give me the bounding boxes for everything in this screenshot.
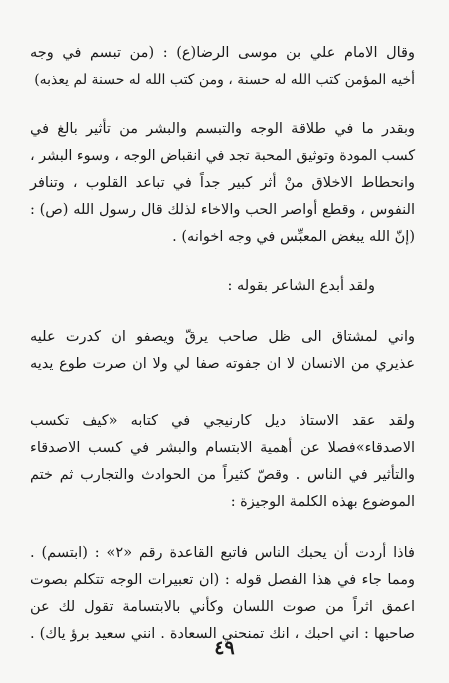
text-line: كسب المودة وتوثيق المحبة تجد في انقباض الوجه ، وسوء البشر ، [30,148,415,164]
text-line: وانحطاط الاخلاق منْ أثر كبير جداً في تباعد القلوب ، وتنافر [30,175,415,191]
page-number: ٤٩ [214,637,235,659]
text-line: أخيه المؤمن كتب الله له حسنة ، ومن كتب الله له حسنة لم يعذبه) [34,72,415,88]
poem-line: عذيري من الانسان لا ان جفوته صفا لي ولا ان صرت طوع يديه [30,356,415,372]
text-line: ومما جاء في هذا الفصل قوله : (ان تعبيرات الوجه تتكلم بصوت [30,572,415,588]
paragraph-smile-rule [30,540,415,648]
paragraph-frowning [30,116,415,251]
text-line: الموضوع بهذه الكلمة الوجيزة : [230,494,415,510]
text-line: اعمق اثراً من صوت اللسان وكأني بالابتسامة تقول لك عن [30,599,415,615]
text-line: ولقد عقد الاستاذ ديل كارنيجي في كتابه «كيف تكسب [30,413,415,429]
paragraph-hadith-imam-rida [30,40,415,94]
text-line: والتأثير في الناس . وقصّ كثيراً من الحوادث والتجارب ثم ختم [30,467,415,483]
paragraph-poet-intro [30,273,415,300]
text-line: النفوس ، وقطع أواصر الحب والاخاء لذلك قال رسول الله (ص) : [30,202,415,218]
text-line: صاحبها : اني احبك ، انك تمنحني السعادة . انني سعيد برؤ ياك) . [30,626,415,642]
poem-line: واني لمشتاق الى ظل صاحب يرقّ ويصفو ان كدرت عليه [30,329,415,345]
paragraph-carnegie [30,408,415,516]
text-line: ولقد أبدع الشاعر بقوله : [227,278,375,294]
text-line: فاذا أردت أن يحبك الناس فاتبع القاعدة رقم «٢» : (ابتسم) . [30,545,415,561]
text-line: وقال الامام علي بن موسى الرضا(ع) : (من تبسم في وجه [30,45,415,61]
text-line: الاصدقاء»فصلا عن أهمية الابتسام والبشر في كسب الاصدقاء [30,440,415,456]
text-line: (إنّ الله يبغض المعبِّس في وجه اخوانه) . [172,229,415,245]
text-line: وبقدر ما في طلاقة الوجه والتبسم والبشر من تأثير بالغ في [30,121,415,137]
poem-verses [30,324,415,378]
